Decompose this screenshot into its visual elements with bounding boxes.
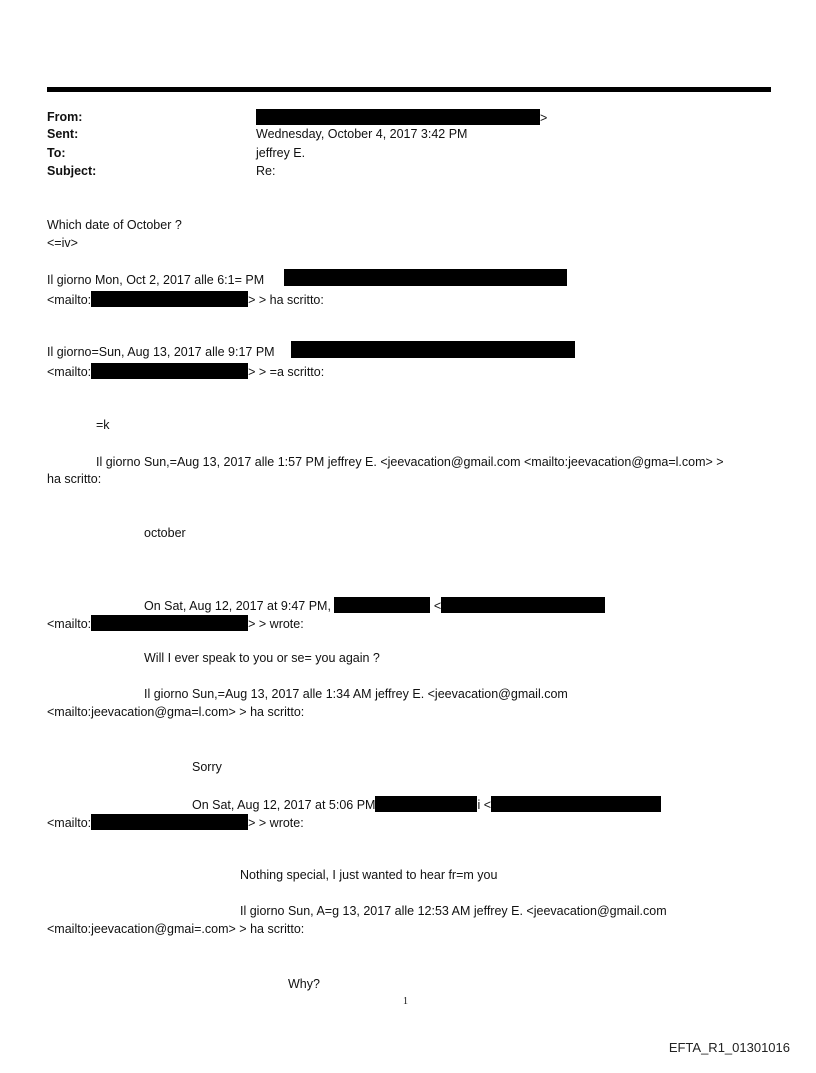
body-line: Will I ever speak to you or se= you again ?	[144, 651, 380, 665]
document-id-footer: EFTA_R1_01301016	[668, 1040, 790, 1055]
to-label: To:	[47, 146, 66, 160]
from-suffix: >	[540, 111, 548, 125]
body-line: Which date of October ?	[47, 218, 182, 232]
redaction-box	[91, 814, 248, 830]
body-line: ha scritto:	[47, 472, 102, 486]
body-line: <mailto: > > wrote:	[47, 617, 304, 631]
body-line: <mailto:jeevacation@gmai=.com> > ha scritto:	[47, 922, 305, 936]
subject-value: Re:	[256, 164, 276, 178]
body-line: Il giorno Sun,=Aug 13, 2017 alle 1:57 PM jeffrey E. <jeevacation@gmail.com <mailto:jeevacation@gma=l.com> >	[96, 455, 724, 469]
redaction-box	[91, 363, 248, 379]
body-line: october	[144, 526, 186, 540]
redaction-box	[91, 291, 248, 307]
body-line: =k	[96, 418, 110, 432]
body-line: Nothing special, I just wanted to hear fr=m you	[240, 868, 498, 882]
page-number: 1	[403, 996, 408, 1007]
redaction-box	[375, 796, 477, 812]
redaction-box	[291, 341, 575, 358]
from-value	[256, 109, 547, 126]
to-value: jeffrey E.	[256, 146, 306, 160]
body-line: Sorry	[192, 760, 222, 774]
redaction-box	[334, 597, 430, 613]
body-line: Il giorno Sun, A=g 13, 2017 alle 12:53 AM jeffrey E. <jeevacation@gmail.com	[240, 904, 667, 918]
redaction-box	[256, 109, 540, 125]
body-line: Il giorno Sun,=Aug 13, 2017 alle 1:34 AM jeffrey E. <jeevacation@gmail.com	[144, 687, 568, 701]
from-label: From:	[47, 110, 83, 124]
header-rule	[47, 87, 771, 92]
redaction-box	[91, 615, 248, 631]
body-line: Il giorno Mon, Oct 2, 2017 alle 6:1= PM	[47, 273, 265, 287]
redaction-box	[491, 796, 661, 812]
body-line: <=iv>	[47, 236, 78, 250]
sent-value: Wednesday, October 4, 2017 3:42 PM	[256, 127, 468, 141]
body-line: <mailto: > > wrote:	[47, 816, 304, 830]
body-line: On Sat, Aug 12, 2017 at 9:47 PM, <	[144, 597, 605, 614]
redaction-box	[441, 597, 605, 613]
body-line: <mailto: > > ha scritto:	[47, 293, 324, 307]
body-line: Why?	[288, 977, 320, 991]
subject-label: Subject:	[47, 164, 97, 178]
sent-label: Sent:	[47, 127, 79, 141]
redaction-box	[284, 269, 567, 286]
body-line: On Sat, Aug 12, 2017 at 5:06 PM i <	[192, 796, 661, 813]
body-line: <mailto:jeevacation@gma=l.com> > ha scritto:	[47, 705, 305, 719]
body-line: Il giorno=Sun, Aug 13, 2017 alle 9:17 PM	[47, 345, 275, 359]
body-line: <mailto: > > =a scritto:	[47, 365, 325, 379]
